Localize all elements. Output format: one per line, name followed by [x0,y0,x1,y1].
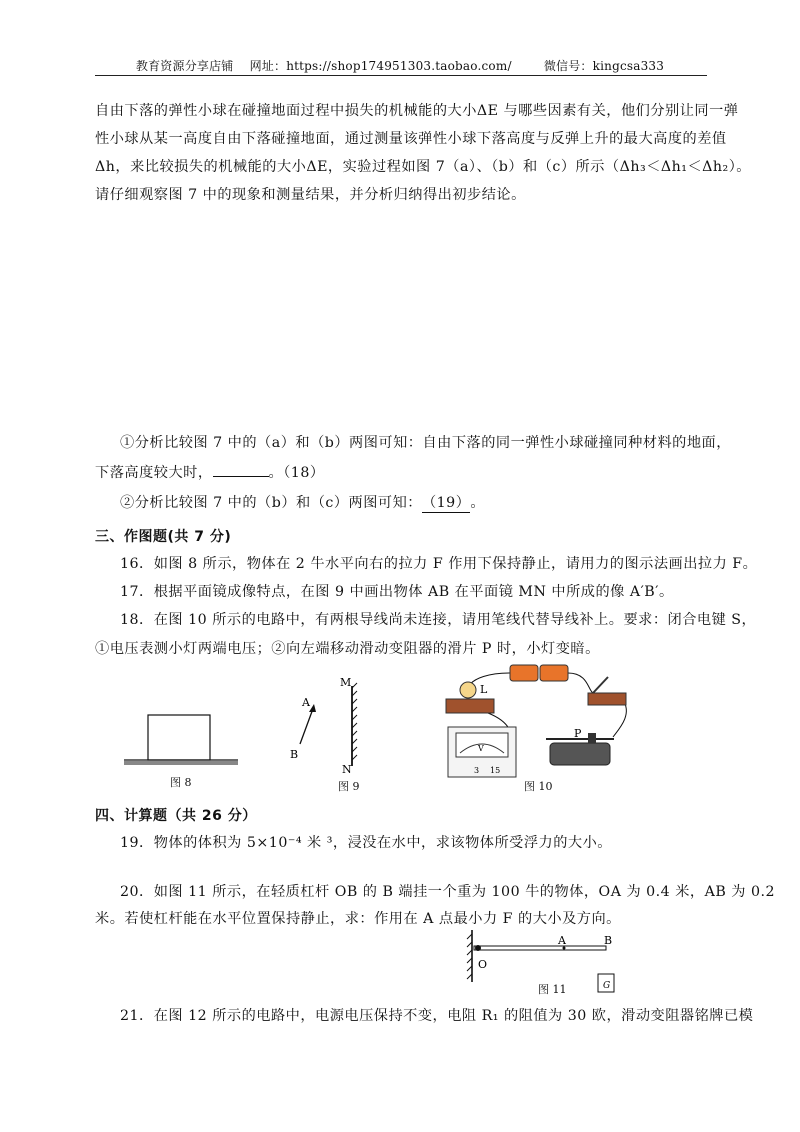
fig8-caption: 图 8 [170,776,192,789]
fig10-switch-lever [593,677,608,693]
question-20-line-1: 20．如图 11 所示，在轻质杠杆 OB 的 B 端挂一个重为 100 牛的物体，OA 为 0.4 米，AB 为 0.2 [120,884,776,900]
question-16: 16．如图 8 所示，物体在 2 牛水平向右的拉力 F 作用下保持静止，请用力的图示法画出拉力 F。 [120,556,758,572]
analysis-2 [120,492,485,513]
fig11-lever [474,946,606,950]
section-4-title: 四、计算题（共 26 分） [95,808,257,824]
question-21-line-1: 21．在图 12 所示的电路中，电源电压保持不变，电阻 R₁ 的阻值为 30 欧，滑动变阻器铭牌已模 [120,1008,754,1024]
fig9-label-b: B [290,748,299,761]
analysis-1-line-1: ①分析比较图 7 中的（a）和（b）两图可知：自由下落的同一弹性小球碰撞同种材料的地面， [120,435,731,451]
fig10-label-15: 15 [490,766,501,775]
fig9-label-n: N [342,763,352,776]
intro-line-2: 性小球从某一高度自由下落碰撞地面，通过测量该弹性小球下落高度与反弹上升的最大高度的差值 [95,131,727,147]
fig11-label-g: G [603,981,611,991]
header-url[interactable]: https://shop174951303.taobao.com/ [286,59,512,73]
fig11-label-o: O [478,958,488,971]
fig10-caption: 图 10 [524,780,553,793]
fig11-label-a: A [558,934,566,947]
intro-line-3: Δh，来比较损失的机械能的大小ΔE，实验过程如图 7（a）、（b）和（c）所示（Δh₃＜Δh₁＜Δh₂）。 [95,159,751,175]
question-17: 17．根据平面镜成像特点，在图 9 中画出物体 AB 在平面镜 MN 中所成的像 A′B′。 [120,584,674,600]
question-18-line-1: 18．在图 10 所示的电路中，有两根导线尚未连接，请用笔线代替导线补上。要求：闭合电键 S， [120,612,757,628]
answer-blank-18[interactable] [213,476,269,477]
analysis-2-prefix: ②分析比较图 7 中的（b）和（c）两图可知： [120,495,422,511]
question-19: 19．物体的体积为 5×10⁻⁴ 米 ³，浸没在水中，求该物体所受浮力的大小。 [120,835,612,851]
fig10-battery-1 [510,665,538,681]
fig10-rheostat-slider [588,733,596,743]
fig9-arrow-head [309,704,316,712]
analysis-2-suffix: 。 [470,495,486,511]
figure-9 [282,676,372,776]
fig8-ground-hatch [124,761,238,765]
fig10-label-p: P [574,727,582,740]
fig10-switch-base [588,693,626,705]
header-url-label: 网址： [249,59,287,73]
fig11-caption: 图 11 [538,983,567,996]
fig10-label-v: V [478,744,484,753]
header-rule [95,75,707,76]
header-wechat-label: 微信号： [543,59,593,73]
analysis-1-prefix: 下落高度较大时， [95,465,213,481]
analysis-1-suffix: 。（18） [268,465,325,481]
analysis-1-line-2 [95,462,325,482]
question-20-line-2: 米。若使杠杆能在水平位置保持静止，求：作用在 A 点最小力 F 的大小及方向。 [95,911,621,927]
figure-8 [120,710,245,770]
fig10-battery-2 [540,665,568,681]
fig11-pivot [475,945,481,951]
page-header [0,57,800,74]
intro-line-4: 请仔细观察图 7 中的现象和测量结果，并分析归纳得出初步结论。 [95,187,526,203]
fig10-label-lamp: L [480,683,488,696]
header-wechat: kingcsa333 [592,59,665,73]
header-shop: 教育资源分享店铺 [135,59,234,73]
fig9-label-a: A [302,696,310,709]
fig10-label-3: 3 [474,766,480,775]
fig8-block [148,715,210,760]
question-18-line-2: ①电压表测小灯两端电压；②向左端移动滑动变阻器的滑片 P 时，小灯变暗。 [95,641,600,657]
figure-10 [438,655,638,780]
fig10-wire-switch [613,700,626,737]
fig9-label-m: M [340,676,352,689]
answer-blank-19[interactable]: （19） [422,492,470,513]
fig10-lamp-base [446,699,494,713]
fig9-caption: 图 9 [338,780,360,793]
fig10-wire-right [568,673,593,693]
fig10-lamp-bulb [460,682,476,698]
section-3-title: 三、作图题(共 7 分) [95,529,232,545]
fig11-label-b: B [604,934,613,947]
fig10-rheostat-coil [550,743,610,765]
intro-line-1: 自由下落的弹性小球在碰撞地面过程中损失的机械能的大小ΔE 与哪些因素有关，他们分别让同一弹 [95,103,739,119]
